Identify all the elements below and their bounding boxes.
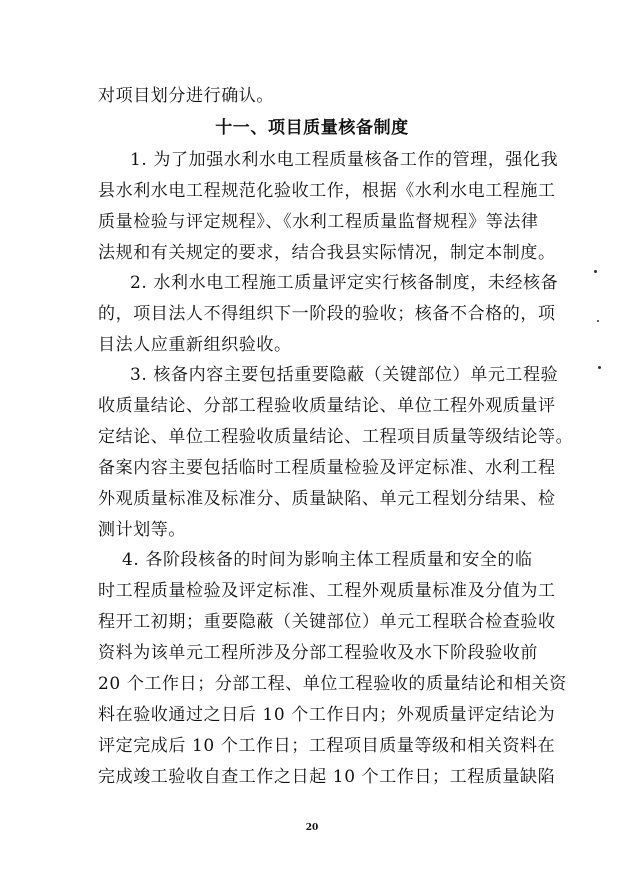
paragraph-line: 2. 水利水电工程施工质量评定实行核备制度，未经核备	[130, 273, 559, 293]
section-heading: 十一、项目质量核备制度	[215, 118, 409, 138]
scan-speck	[594, 270, 597, 273]
paragraph-line: 时工程质量检验及评定标准、工程外观质量标准及分值为工	[98, 581, 556, 601]
paragraph-line: 评定完成后 10 个工作日；工程项目质量等级和相关资料在	[98, 736, 556, 756]
paragraph-line: 的，项目法人不得组织下一阶段的验收；核备不合格的，项	[98, 304, 556, 324]
paragraph-line: 法规和有关规定的要求，结合我县实际情况，制定本制度。	[98, 243, 556, 263]
scan-speck	[598, 366, 601, 369]
paragraph-line: 程开工初期；重要隐蔽（关键部位）单元工程联合检查验收	[98, 612, 556, 632]
paragraph-line: 料在验收通过之日后 10 个工作日内；外观质量评定结论为	[98, 705, 556, 725]
paragraph-line: 1. 为了加强水利水电工程质量核备工作的管理，强化我	[130, 150, 559, 170]
paragraph-line: 资料为该单元工程所涉及分部工程验收及水下阶段验收前	[98, 643, 538, 663]
paragraph-line: 测计划等。	[98, 520, 186, 540]
paragraph-line: 质量检验与评定规程》、《水利工程质量监督规程》等法律	[98, 212, 539, 232]
paragraph-line: 备案内容主要包括临时工程质量检验及评定标准、水利工程	[98, 458, 556, 478]
paragraph-line: 完成竣工验收自查工作之日起 10 个工作日；工程质量缺陷	[98, 767, 556, 787]
paragraph-line: 收质量结论、分部工程验收质量结论、单位工程外观质量评	[98, 396, 556, 416]
paragraph-line: 外观质量标准及标准分、质量缺陷、单元工程划分结果、检	[98, 489, 556, 509]
paragraph-line: 县水利水电工程规范化验收工作，根据《水利水电工程施工	[98, 181, 556, 201]
paragraph-line: 20 个工作日；分部工程、单位工程验收的质量结论和相关资	[98, 674, 567, 694]
page-number: 20	[305, 823, 319, 833]
text-line-continuation: 对项目划分进行确认。	[98, 86, 274, 106]
scan-speck	[597, 320, 599, 322]
paragraph-line: 3. 核备内容主要包括重要隐蔽（关键部位）单元工程验	[130, 365, 559, 385]
paragraph-line: 目法人应重新组织验收。	[98, 335, 292, 355]
paragraph-line: 4. 各阶段核备的时间为影响主体工程质量和安全的临	[122, 550, 533, 570]
paragraph-line: 定结论、单位工程验收质量结论、工程项目质量等级结论等。	[98, 427, 574, 447]
